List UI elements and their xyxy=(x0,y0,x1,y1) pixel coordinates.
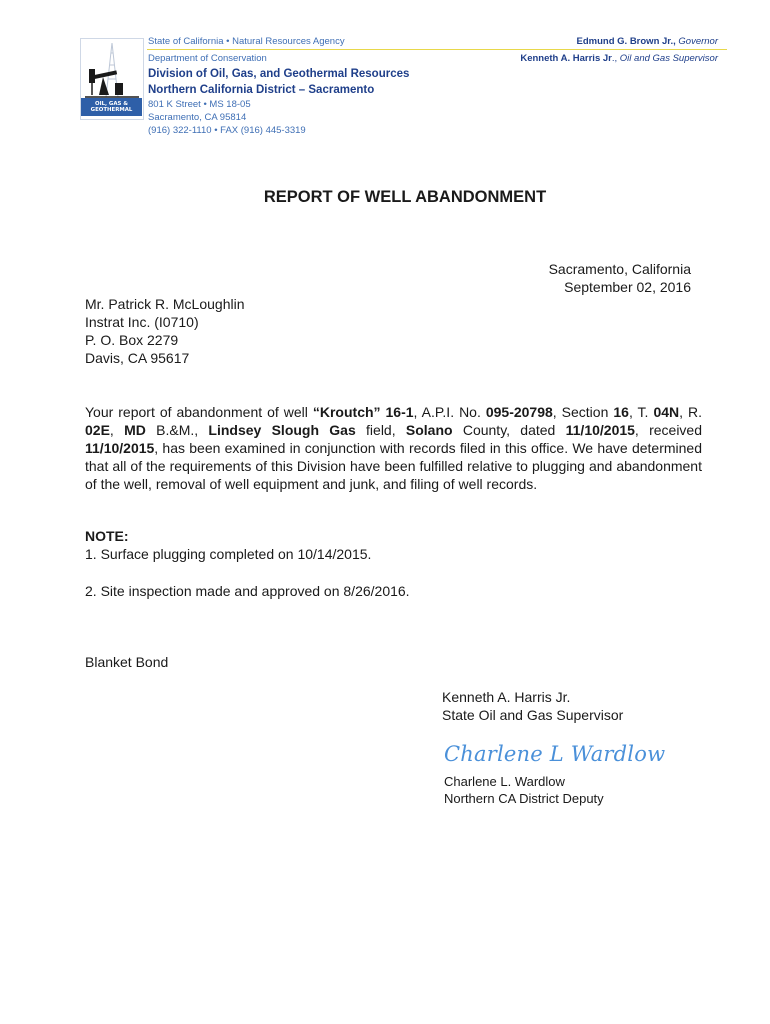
field-name: Lindsey Slough Gas xyxy=(208,422,356,438)
bond-type: Blanket Bond xyxy=(85,654,169,670)
recipient-city: Davis, CA 95617 xyxy=(85,350,190,366)
section-number: 16 xyxy=(613,404,629,420)
supervisor-signatory-title: State Oil and Gas Supervisor xyxy=(442,707,624,723)
note-item-2: 2. Site inspection made and approved on 8/26/2016. xyxy=(85,583,410,599)
supervisor-signatory-name: Kenneth A. Harris Jr. xyxy=(442,689,571,705)
para-text: , received xyxy=(634,422,702,438)
api-number: 095-20798 xyxy=(485,404,553,420)
governor-title: Governor xyxy=(678,36,718,47)
range: 02E xyxy=(85,422,110,438)
address-city: Sacramento, CA 95814 xyxy=(148,112,247,123)
dated-date: 11/10/2015 xyxy=(565,422,635,438)
oil-derrick-icon xyxy=(81,39,143,99)
well-name: “Kroutch” 16-1 xyxy=(312,404,414,420)
phone-fax: (916) 322-1110 • FAX (916) 445-3319 xyxy=(148,125,306,136)
governor-name: Edmund G. Brown Jr., xyxy=(576,36,676,47)
county-name: Solano xyxy=(405,422,453,438)
letter-place: Sacramento, California xyxy=(548,261,691,277)
document-title: REPORT OF WELL ABANDONMENT xyxy=(263,188,547,206)
district-name: Northern California District – Sacramento xyxy=(148,84,375,96)
report-paragraph xyxy=(85,403,702,493)
division-name: Division of Oil, Gas, and Geothermal Resources xyxy=(148,68,410,80)
para-text: Your report of abandonment of well xyxy=(85,404,313,420)
note-heading: NOTE: xyxy=(85,528,129,544)
para-text: County, dated xyxy=(452,422,566,438)
para-text: , A.P.I. No. xyxy=(413,404,486,420)
recipient-po-box: P. O. Box 2279 xyxy=(85,332,179,348)
recipient-name: Mr. Patrick R. McLoughlin xyxy=(85,296,245,312)
letter-date: September 02, 2016 xyxy=(564,279,691,295)
para-text: , xyxy=(109,422,125,438)
recipient-address xyxy=(85,295,245,367)
para-text: , Section xyxy=(552,404,614,420)
handwritten-signature: Charlene L Wardlow xyxy=(444,742,666,766)
recipient-company: Instrat Inc. (I0710) xyxy=(85,314,199,330)
meridian: MD xyxy=(124,422,146,438)
note-item-1: 1. Surface plugging completed on 10/14/2015. xyxy=(85,546,372,562)
governor-line xyxy=(577,36,718,48)
deputy-title: Northern CA District Deputy xyxy=(444,791,604,806)
letterhead-rule xyxy=(147,49,727,50)
logo-text xyxy=(81,101,142,113)
logo-text-line2: GEOTHERMAL xyxy=(90,107,133,113)
department-name: Department of Conservation xyxy=(148,53,267,64)
para-text: field, xyxy=(355,422,406,438)
para-text: , R. xyxy=(679,404,702,420)
para-text: B.&M., xyxy=(145,422,209,438)
para-text: , has been examined in conjunction with records filed in this office. We have determined that all of the requirements of this Division have been fulfilled relative to plugging and abandonment of the well, removal of well equipment and junk, and filing of well records. xyxy=(85,440,702,492)
supervisor-name: Kenneth A. Harris Jr xyxy=(520,53,612,64)
address-street: 801 K Street • MS 18-05 xyxy=(148,99,251,110)
logo-text-line1: OIL, GAS & xyxy=(94,101,128,107)
agency-name: State of California • Natural Resources Agency xyxy=(148,36,345,47)
para-text: , T. xyxy=(628,404,654,420)
supervisor-line xyxy=(520,53,718,65)
deputy-name: Charlene L. Wardlow xyxy=(444,774,565,789)
received-date: 11/10/2015 xyxy=(85,440,155,456)
supervisor-title: Oil and Gas Supervisor xyxy=(619,53,718,64)
township: 04N xyxy=(653,404,680,420)
supervisor-separator: ., xyxy=(611,53,618,64)
